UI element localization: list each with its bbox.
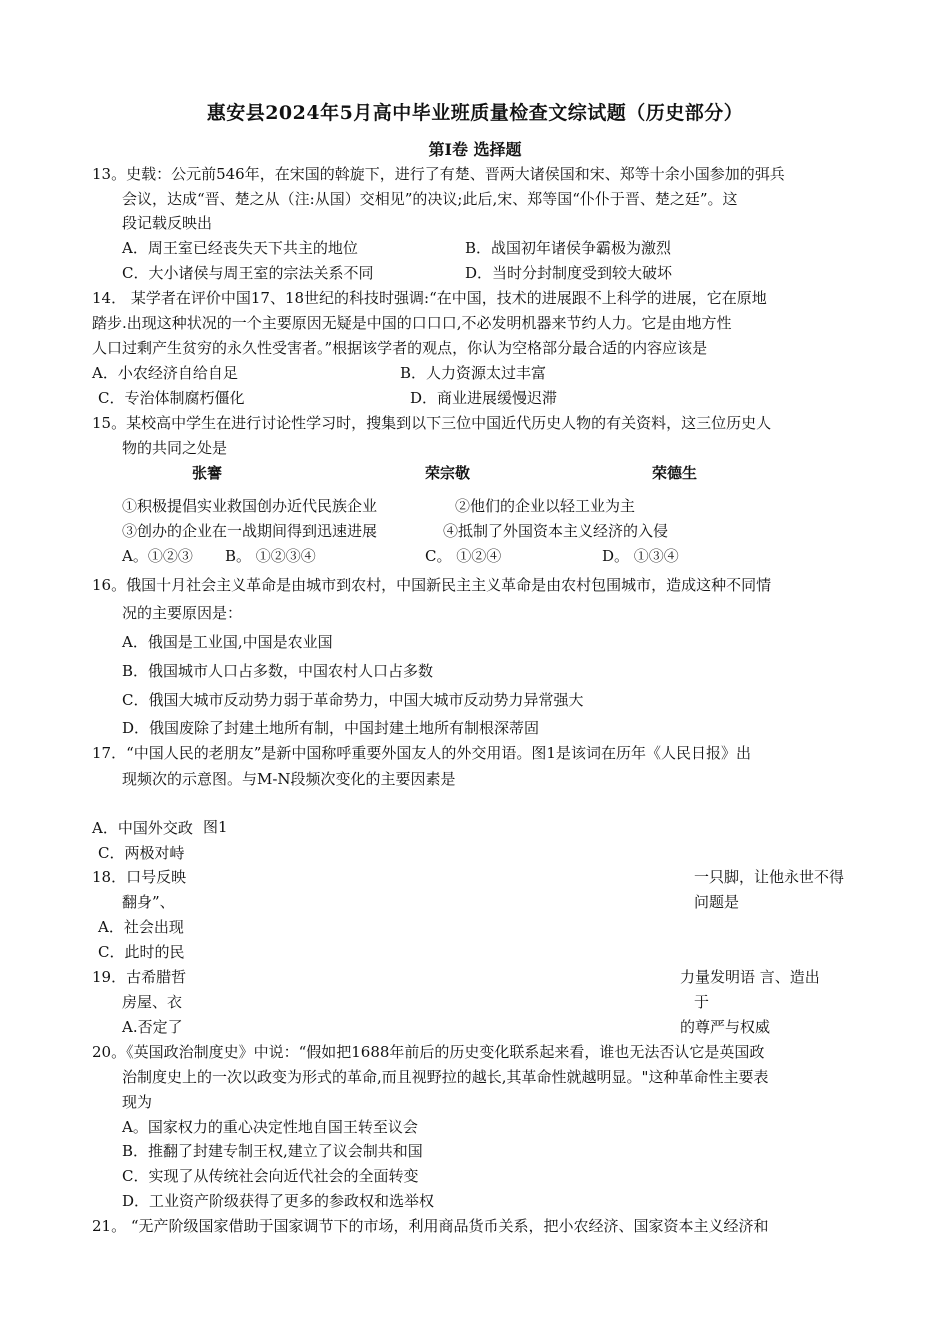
q20-option-c: C．实现了从传统社会向近代社会的全面转变 <box>122 1167 419 1185</box>
q15-person-rongdesheng: 荣德生 <box>652 464 698 482</box>
q14-stem-line2: 踏步.出现这种状况的一个主要原因无疑是中国的口口口,不必发明机器来节约人力。它是由地方性 <box>92 314 732 332</box>
q20-stem-line1: 20。《英国政治制度史》中说：“假如把1688年前后的历史变化联系起来看，谁也无法否认它是英国政 <box>92 1043 765 1061</box>
page-title: 惠安县2024年5月高中毕业班质量检查文综试题（历史部分） <box>206 102 744 124</box>
q15-statement-3: ③创办的企业在一战期间得到迅速进展 <box>122 522 378 540</box>
figure-1-caption: 图1 <box>203 818 228 836</box>
q13-option-b: B．战国初年诸侯争霸极为激烈 <box>465 239 672 257</box>
q19-stem-line2-left: 房屋、衣 <box>122 993 183 1011</box>
q20-stem-line3: 现为 <box>122 1093 153 1111</box>
q14-option-a: A．小农经济自给自足 <box>92 364 238 382</box>
q20-option-a: A。国家权力的重心决定性地自国王转至议会 <box>122 1118 418 1136</box>
q15-option-c: C。 ①②④ <box>425 547 502 565</box>
q15-statement-4: ④抵制了外国资本主义经济的入侵 <box>443 522 669 540</box>
q18-stem-line1-right: 一只脚，让他永世不得 <box>694 868 845 886</box>
q19-stem-line1-left: 19．古希腊哲 <box>92 968 187 986</box>
q13-stem-line1: 13。史载：公元前546年，在宋国的斡旋下，进行了有楚、晋两大诸侯国和宋、郑等十余小国参加的弭兵 <box>92 165 785 183</box>
q18-stem-line2-right: 问题是 <box>694 893 740 911</box>
q16-stem-line2: 况的主要原因是： <box>122 604 243 622</box>
q14-option-b: B．人力资源太过丰富 <box>400 364 547 382</box>
q13-option-a: A．周王室已经丧失天下共主的地位 <box>122 239 358 257</box>
section-heading: 第Ⅰ卷 选择题 <box>428 140 522 159</box>
q19-option-a-right: 的尊严与权威 <box>680 1018 771 1036</box>
q15-statement-1: ①积极提倡实业救国创办近代民族企业 <box>122 497 378 515</box>
q13-option-d: D．当时分封制度受到较大破坏 <box>465 264 673 282</box>
q15-person-rongzongjing: 荣宗敬 <box>425 464 471 482</box>
q13-option-c: C．大小诸侯与周王室的宗法关系不同 <box>122 264 374 282</box>
q21-stem-line1: 21。 “无产阶级国家借助于国家调节下的市场，利用商品货币关系，把小农经济、国家资本主义经济和 <box>92 1217 769 1235</box>
q18-stem-line2-left: 翻身”、 <box>122 893 175 911</box>
q18-option-a: A．社会出现 <box>98 918 184 936</box>
q20-option-b: B．推翻了封建专制王权,建立了议会制共和国 <box>122 1142 423 1160</box>
q15-person-zhangjian: 张謇 <box>192 464 223 482</box>
q13-stem-line3: 段记载反映出 <box>122 214 213 232</box>
q16-option-d: D．俄国废除了封建土地所有制，中国封建土地所有制根深蒂固 <box>122 719 540 737</box>
q14-option-d: D．商业进展缓慢迟滞 <box>410 389 558 407</box>
q15-stem-line2: 物的共同之处是 <box>122 439 228 457</box>
q16-stem-line1: 16。俄国十月社会主义革命是由城市到农村，中国新民主主义革命是由农村包围城市，造成这种不同情 <box>92 576 772 594</box>
q15-statement-2: ②他们的企业以轻工业为主 <box>455 497 636 515</box>
q19-option-a-left: A.否定了 <box>122 1018 183 1036</box>
q18-option-c: C．此时的民 <box>98 943 185 961</box>
q20-stem-line2: 治制度史上的一次以政变为形式的革命,而且视野拉的越长,其革命性就越明显。"这种革命性主要表 <box>122 1068 769 1086</box>
q15-option-d: D。 ①③④ <box>602 547 679 565</box>
q14-stem-line3: 人口过剩产生贫穷的永久性受害者。”根据该学者的观点，你认为空格部分最合适的内容应该是 <box>92 339 708 357</box>
q14-option-c: C．专治体制腐朽僵化 <box>98 389 245 407</box>
q16-option-b: B．俄国城市人口占多数，中国农村人口占多数 <box>122 662 434 680</box>
q16-option-c: C．俄国大城市反动势力弱于革命势力，中国大城市反动势力异常强大 <box>122 691 584 709</box>
q15-option-b: B。 ①②③④ <box>225 547 316 565</box>
q18-stem-line1-left: 18．口号反映 <box>92 868 187 886</box>
q17-option-a: A．中国外交政 <box>92 819 193 837</box>
q15-stem-line1: 15。某校高中学生在进行讨论性学习时，搜集到以下三位中国近代历史人物的有关资料，这三位历史人 <box>92 414 772 432</box>
q15-option-a: A。①②③ <box>122 547 193 565</box>
q20-option-d: D．工业资产阶级获得了更多的参政权和选举权 <box>122 1192 435 1210</box>
q14-stem-line1: 14． 某学者在评价中国17、18世纪的科技时强调:“在中国，技术的进展跟不上科学的进展，它在原地 <box>92 289 767 307</box>
q13-stem-line2: 会议，达成“晋、楚之从（注:从国）交相见”的决议;此后,宋、郑等国“仆仆于晋、楚之廷”。这 <box>122 190 738 208</box>
q17-option-c: C．两极对峙 <box>98 844 185 862</box>
q19-stem-line2-right: 于 <box>694 993 710 1011</box>
q17-stem-line1: 17．“中国人民的老朋友”是新中国称呼重要外国友人的外交用语。图1是该词在历年《人民日报》出 <box>92 744 751 762</box>
q17-stem-line2: 现频次的示意图。与M-N段频次变化的主要因素是 <box>122 770 456 788</box>
q19-stem-line1-right: 力量发明语 言、造出 <box>680 968 820 986</box>
q16-option-a: A．俄国是工业国,中国是农业国 <box>122 633 333 651</box>
